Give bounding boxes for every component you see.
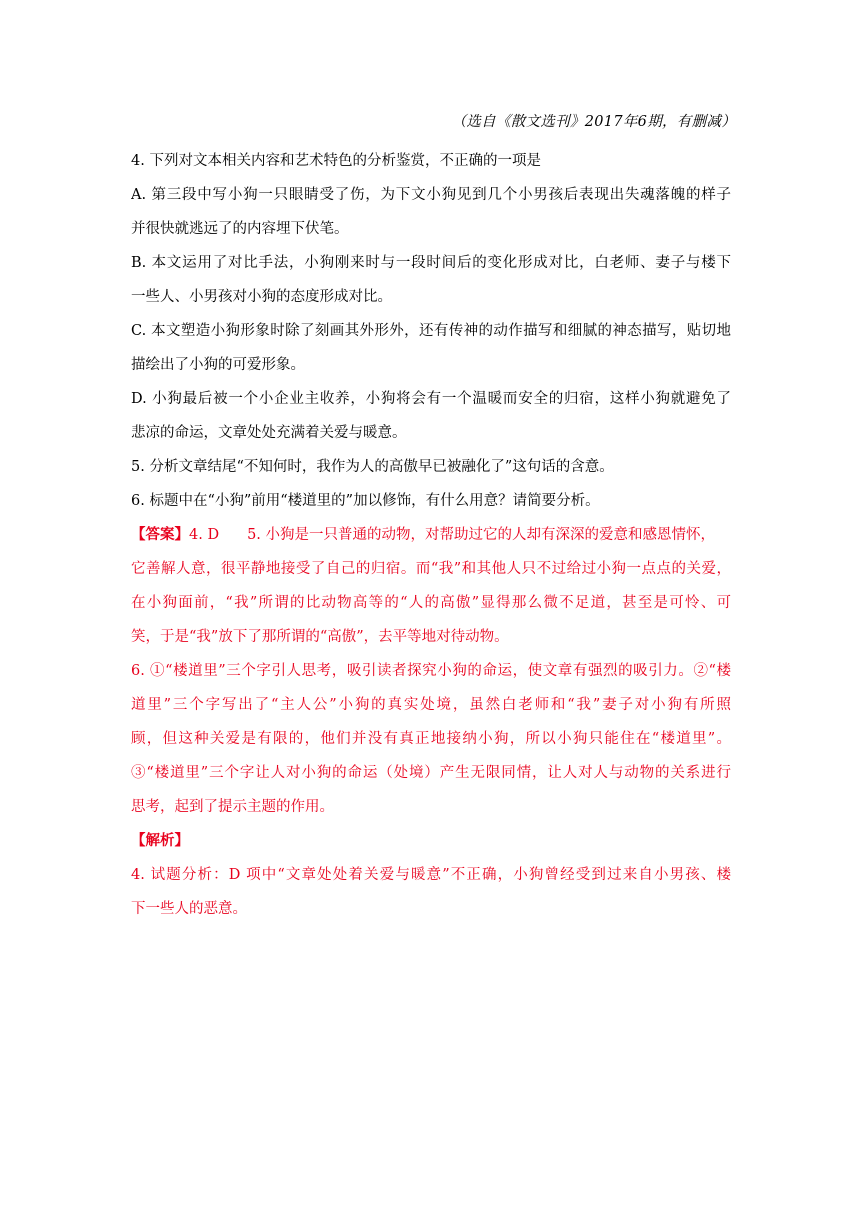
option-a-line-2: 并很快就逃远了的内容埋下伏笔。	[131, 221, 349, 237]
analysis-label: 【解析】	[131, 832, 189, 849]
document-body	[131, 144, 731, 926]
option-c-line-1: C. 本文塑造小狗形象时除了刻画其外形外，还有传神的动作描写和细腻的神态描写，贴切地	[131, 323, 731, 339]
answer-6-line-4: ③“楼道里”三个字让人对小狗的命运（处境）产生无限同情，让人对人与动物的关系进行	[131, 765, 731, 781]
answer-5-line-4: 笑，于是“我”放下了那所谓的“高傲”，去平等地对待动物。	[131, 629, 509, 645]
answer-6-line-3: 顾，但这种关爱是有限的，他们并没有真正地接纳小狗，所以小狗只能住在“楼道里”。	[131, 731, 731, 747]
answer-6-line-2: 道里”三个字写出了“主人公”小狗的真实处境，虽然白老师和“我”妻子对小狗有所照	[131, 697, 731, 713]
analysis-line-1: 4. 试题分析：D 项中“文章处处着关爱与暖意”不正确，小狗曾经受到过来自小男孩、楼	[131, 867, 731, 883]
answer-5-line-1: 5. 小狗是一只普通的动物，对帮助过它的人却有深深的爱意和感恩情怀，	[247, 527, 716, 543]
option-d-line-2: 悲凉的命运，文章处处充满着关爱与暖意。	[131, 425, 407, 441]
answer-5-line-2: 它善解人意，很平静地接受了自己的归宿。而“我”和其他人只不过给过小狗一点点的关爱，	[131, 561, 731, 577]
answer-6-line-5: 思考，起到了提示主题的作用。	[131, 799, 334, 815]
answer-line-1	[131, 518, 731, 552]
option-a-line-1: A. 第三段中写小狗一只眼睛受了伤，为下文小狗见到几个小男孩后表现出失魂落魄的样子	[131, 187, 731, 203]
answer-4: 4. D	[189, 527, 220, 543]
answer-label: 【答案】	[131, 526, 189, 543]
question-4-stem: 4. 下列对文本相关内容和艺术特色的分析鉴赏，不正确的一项是	[131, 153, 541, 169]
question-6-stem: 6. 标题中在“小狗”前用“楼道里的”加以修饰，有什么用意？请简要分析。	[131, 493, 600, 509]
analysis-line-2: 下一些人的恶意。	[131, 901, 247, 917]
answer-6-line-1: 6. ①“楼道里”三个字引人思考，吸引读者探究小狗的命运，使文章有强烈的吸引力。②“楼	[131, 663, 731, 679]
source-note: （选自《散文选刊》2017年6期，有删减）	[451, 114, 736, 130]
option-d-line-1: D. 小狗最后被一个小企业主收养，小狗将会有一个温暖而安全的归宿，这样小狗就避免了	[131, 391, 731, 407]
option-c-line-2: 描绘出了小狗的可爱形象。	[131, 357, 305, 373]
answer-5-line-3: 在小狗面前，“我”所谓的比动物高等的“人的高傲”显得那么微不足道，甚至是可怜、可	[131, 595, 731, 611]
question-5-stem: 5. 分析文章结尾“不知何时，我作为人的高傲早已被融化了”这句话的含意。	[131, 459, 614, 475]
option-b-line-1: B. 本文运用了对比手法，小狗刚来时与一段时间后的变化形成对比，白老师、妻子与楼下	[131, 255, 731, 271]
option-b-line-2: 一些人、小男孩对小狗的态度形成对比。	[131, 289, 392, 305]
